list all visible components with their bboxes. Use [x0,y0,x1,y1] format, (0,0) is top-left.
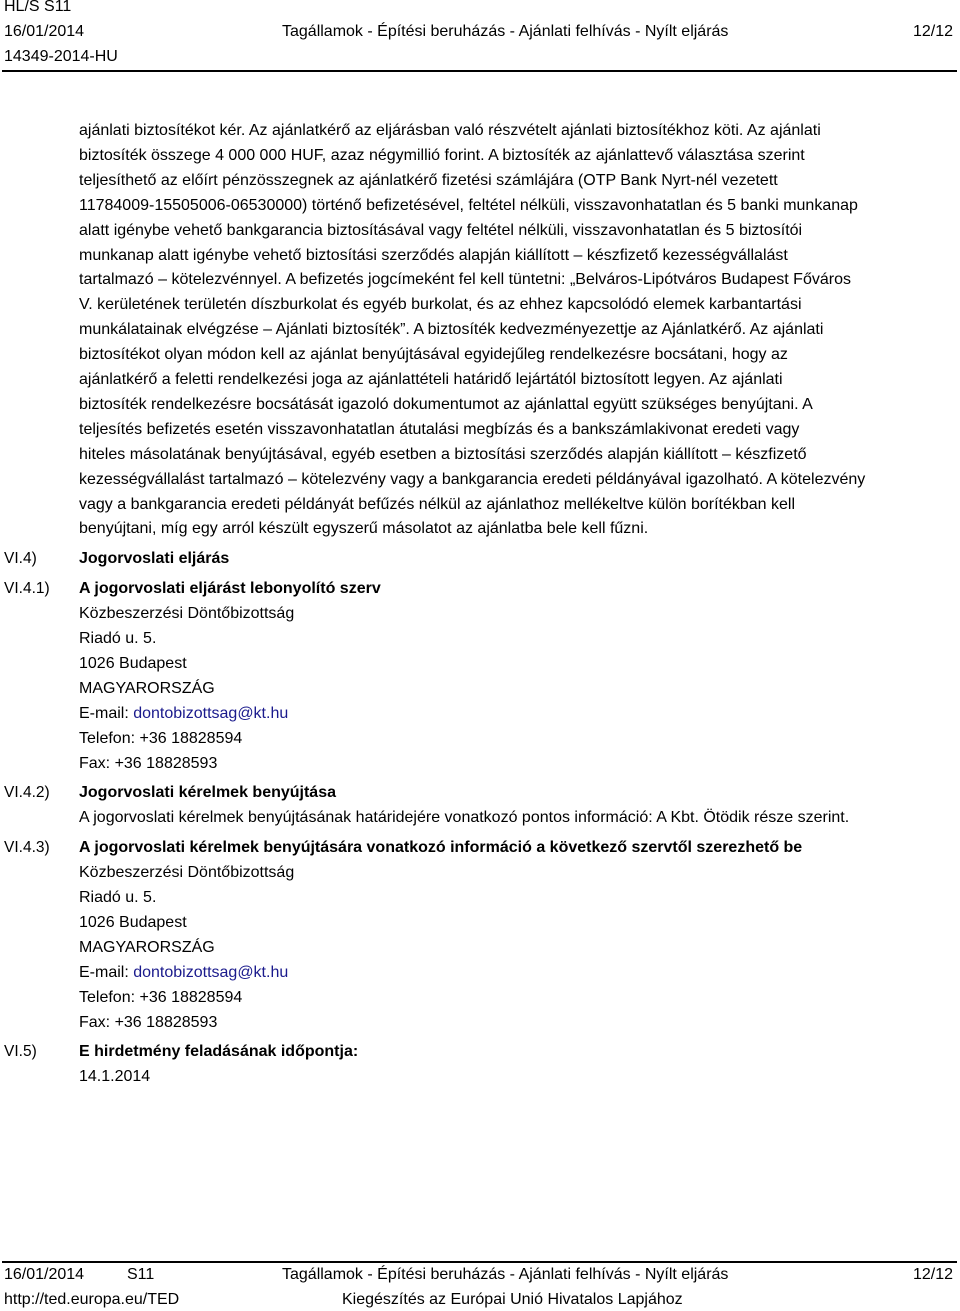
org-name: Közbeszerzési Döntőbizottság [79,605,295,622]
footer-date: 16/01/2014 [4,1266,85,1283]
footer-rule [2,1261,957,1263]
header-page: 12/12 [913,23,954,40]
org-name: Közbeszerzési Döntőbizottság [79,864,295,881]
footer-publisher: Kiegészítés az Európai Unió Hivatalos Lapjához [342,1291,683,1308]
section-number-vi4: VI.4) [4,550,37,567]
review-deadline-text: A jogorvoslati kérelmek benyújtásának határidejére vonatkozó pontos információ: A Kbt. Ötödik része szerint. [79,809,850,826]
section-title-vi43: A jogorvoslati kérelmek benyújtására vonatkozó információ a következő szervtől szerezhető be [79,839,803,856]
country: MAGYARORSZÁG [79,939,215,956]
street-address: Riadó u. 5. [79,889,157,906]
section-number-vi43: VI.4.3) [4,839,50,856]
header-title: Tagállamok - Építési beruházás - Ajánlati felhívás - Nyílt eljárás [282,23,729,40]
paragraph-line: V. kerületének területén díszburkolat és egyéb burkolat, és az ehhez kapcsolódó elemek karbantartási [79,296,802,314]
paragraph-line: hiteles másolatának benyújtásával, egyéb esetben a biztosítási szerződés alapján kiállított – készfizető [79,445,807,463]
paragraph-line: ajánlatkérő a feletti rendelkezési joga az ajánlattételi határidő lejártától biztosított legyen. Az ajánlati [79,371,783,388]
paragraph-line: vagy a bankgarancia eredeti példányát befűzés nélkül az ajánlathoz mellékeltve külön borítékban kell [79,495,796,513]
section-number-vi42: VI.4.2) [4,784,50,801]
paragraph-line: alatt igénybe vehető bankgarancia biztosításával vagy feltétel nélküli, visszavonhatatlan és 5 biztosítói [79,221,803,239]
paragraph-line: biztosítékot olyan módon kell az ajánlat benyújtásával egyidejűleg rendelkezésre bocsátani, hogy az [79,346,788,364]
footer-series: S11 [127,1266,155,1283]
paragraph-line: biztosíték rendelkezésre bocsátását igazoló dokumentumot az ajánlattal együtt szükséges benyújtani. A [79,395,813,413]
email-label: E-mail: [79,964,134,981]
section-title-vi41: A jogorvoslati eljárást lebonyolító szerv [79,580,381,597]
footer-url[interactable]: http://ted.europa.eu/TED [4,1291,180,1308]
email-link[interactable]: dontobizottsag@kt.hu [133,705,289,722]
city: 1026 Budapest [79,655,187,672]
header-rule [2,70,957,72]
paragraph-line: teljesíthető az előírt pénzösszegnek az ajánlatkérő fizetési számlájára (OTP Bank Nyrt-nél vezetett [79,171,778,189]
fax: Fax: +36 18828593 [79,755,218,772]
paragraph-line: munkálatainak elvégzése – Ajánlati biztosíték”. A biztosíték kedvezményezettje az Ajánlatkérő. Az ajánlati [79,321,824,339]
paragraph-line: teljesítés befizetés esetén visszavonhatatlan átutalási megbízás és a bankszámlakivonat eredeti vagy [79,420,800,438]
dispatch-date: 14.1.2014 [79,1068,151,1085]
email-line [79,963,288,983]
email-line [79,704,288,724]
header-date: 16/01/2014 [4,23,85,40]
phone: Telefon: +36 18828594 [79,989,243,1006]
notice-id: 14349-2014-HU [4,48,118,65]
section-number-vi41: VI.4.1) [4,580,50,597]
phone: Telefon: +36 18828594 [79,730,243,747]
country: MAGYARORSZÁG [79,680,215,697]
paragraph-line: kezességvállalást tartalmazó – kötelezvény vagy a bankgarancia eredeti példányával igazolható. A kötelezvény [79,470,866,488]
paragraph-line: benyújtani, míg egy arról készült egyszerű másolatot az ajánlatba bele kell fűzni. [79,520,649,538]
email-label: E-mail: [79,705,134,722]
paragraph-line: biztosíték összege 4 000 000 HUF, azaz négymillió forint. A biztosíték az ajánlattevő választása szerint [79,146,805,164]
email-link[interactable]: dontobizottsag@kt.hu [133,964,289,981]
section-number-vi5: VI.5) [4,1043,37,1060]
paragraph-line: 11784009-15505006-06530000) történő befizetésével, feltétel nélküli, visszavonhatatlan és 5 banki munkanap [79,196,858,214]
street-address: Riadó u. 5. [79,630,157,647]
paragraph-line: ajánlati biztosítékot kér. Az ajánlatkérő az eljárásban való részvételt ajánlati biztosítékhoz köti. Az ajánlati [79,122,821,139]
section-title-vi5: E hirdetmény feladásának időpontja: [79,1043,359,1060]
section-title-vi4: Jogorvoslati eljárás [79,550,230,567]
footer-title: Tagállamok - Építési beruházás - Ajánlati felhívás - Nyílt eljárás [282,1266,729,1283]
paragraph-line: munkanap alatt igénybe vehető biztosítási szerződés alapján kiállított – készfizető kezességvállalást [79,246,788,264]
section-title-vi42: Jogorvoslati kérelmek benyújtása [79,784,336,801]
city: 1026 Budapest [79,914,187,931]
footer-page: 12/12 [913,1266,954,1283]
paragraph-line: tartalmazó – kötelezvénnyel. A befizetés jogcímeként fel kell tüntetni: „Belváros-Lipótváros Budapest Főváros [79,271,851,289]
fax: Fax: +36 18828593 [79,1014,218,1031]
doc-ref: HL/S S11 [4,0,72,15]
